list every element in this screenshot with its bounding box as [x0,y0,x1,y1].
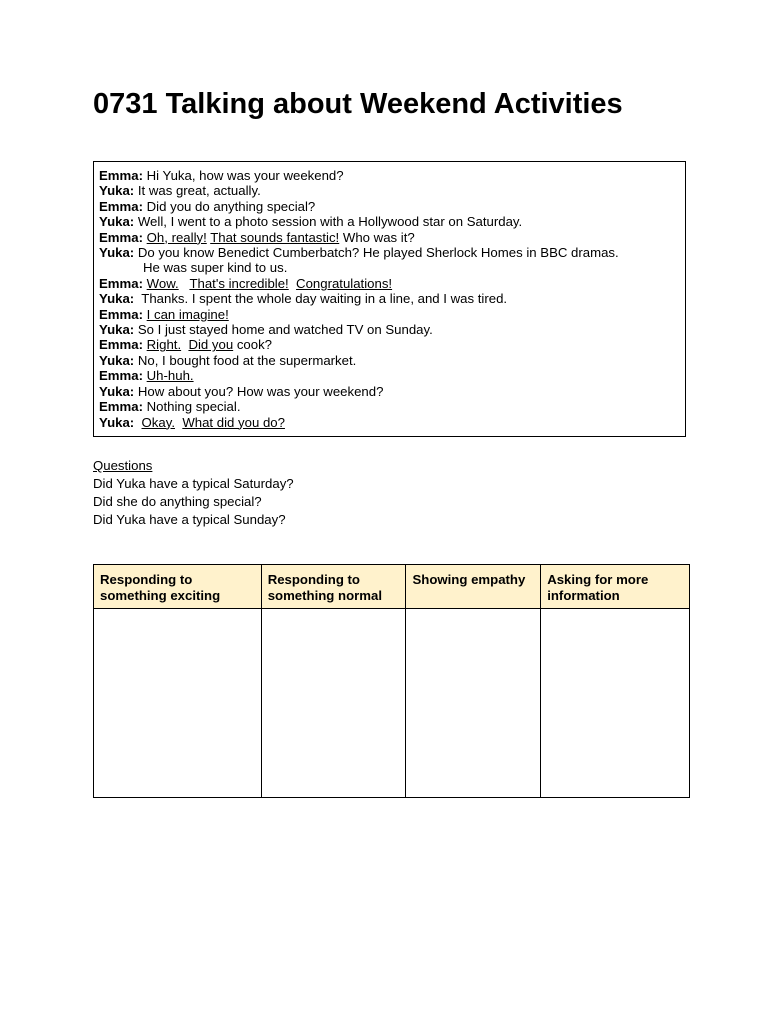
key-phrase: Uh-huh. [146,368,194,384]
speaker-name: Yuka: [99,291,135,307]
header-responding-normal: Responding to something normal [261,565,406,609]
table-row [94,609,690,798]
response-table [93,564,690,798]
speaker-name: Emma: [99,275,143,291]
table-header-row [94,565,690,609]
key-phrase: That sounds fantastic! [210,229,340,245]
speaker-name: Yuka: [99,214,135,230]
speaker-name: Emma: [99,229,143,245]
answer-cell-normal[interactable] [261,609,406,798]
line-text: It was great, actually. [134,183,261,199]
dialogue-line [99,168,680,183]
key-phrase: That's incredible! [189,275,289,291]
line-text: cook? [233,337,273,353]
dialogue-line [99,353,680,368]
line-text: No, I bought food at the supermarket. [134,352,357,368]
speaker-name: Emma: [99,399,143,415]
key-phrase: Did you [188,337,234,353]
key-phrase: Congratulations! [296,275,393,291]
line-text: How about you? How was your weekend? [134,383,384,399]
key-phrase: Okay. [141,414,175,430]
speaker-name: Emma: [99,198,143,214]
speaker-name: Emma: [99,368,143,384]
line-text: He was super kind to us. [143,260,288,276]
answer-cell-more-info[interactable] [541,609,690,798]
dialogue-line [99,368,680,383]
dialogue-line [99,260,680,275]
speaker-name: Emma: [99,168,143,183]
question-item: Did Yuka have a typical Saturday? [93,476,294,491]
key-phrase: What did you do? [182,414,285,430]
line-text: Who was it? [339,229,415,245]
dialogue-line [99,245,680,260]
line-text [134,415,141,430]
line-text: Did you do anything special? [142,198,316,214]
header-responding-exciting: Responding to something exciting [94,565,262,609]
speaker-name: Yuka: [99,183,135,199]
speaker-name: Emma: [99,337,143,353]
line-text [179,276,190,291]
key-phrase: Right. [146,337,182,353]
answer-cell-empathy[interactable] [406,609,541,798]
question-item: Did Yuka have a typical Sunday? [93,512,286,527]
line-text: Hi Yuka, how was your weekend? [142,168,344,183]
speaker-name: Yuka: [99,245,135,261]
dialogue-line [99,230,680,245]
speaker-name: Yuka: [99,352,135,368]
key-phrase: Wow. [146,275,179,291]
page-title: 0731 Talking about Weekend Activities [93,88,623,120]
line-text: Nothing special. [142,399,241,415]
questions-heading: Questions [93,458,153,473]
dialogue-line [99,384,680,399]
dialogue-line [99,183,680,198]
dialogue-line [99,337,680,352]
dialogue-line [99,307,680,322]
line-text: Well, I went to a photo session with a Hollywood star on Saturday. [134,214,523,230]
dialogue-line [99,322,680,337]
line-text [289,276,296,291]
dialogue-line [99,291,680,306]
header-asking-more-info: Asking for more information [541,565,690,609]
questions-section [93,457,294,529]
header-showing-empathy: Showing empathy [406,565,541,609]
key-phrase: Oh, really! [146,229,207,245]
dialogue-line [99,276,680,291]
answer-cell-exciting[interactable] [94,609,262,798]
speaker-name: Emma: [99,306,143,322]
speaker-name: Yuka: [99,383,135,399]
dialogue-line [99,415,680,430]
line-text: Do you know Benedict Cumberbatch? He played Sherlock Homes in BBC dramas. [134,245,619,261]
speaker-name: Yuka: [99,414,135,430]
dialogue-line [99,214,680,229]
key-phrase: I can imagine! [146,306,229,322]
line-text: Thanks. I spent the whole day waiting in a line, and I was tired. [134,291,508,307]
line-text: So I just stayed home and watched TV on Sunday. [134,322,433,338]
question-item: Did she do anything special? [93,494,262,509]
dialogue-box [93,161,686,437]
dialogue-line [99,399,680,414]
dialogue-line [99,199,680,214]
speaker-name: Yuka: [99,322,135,338]
